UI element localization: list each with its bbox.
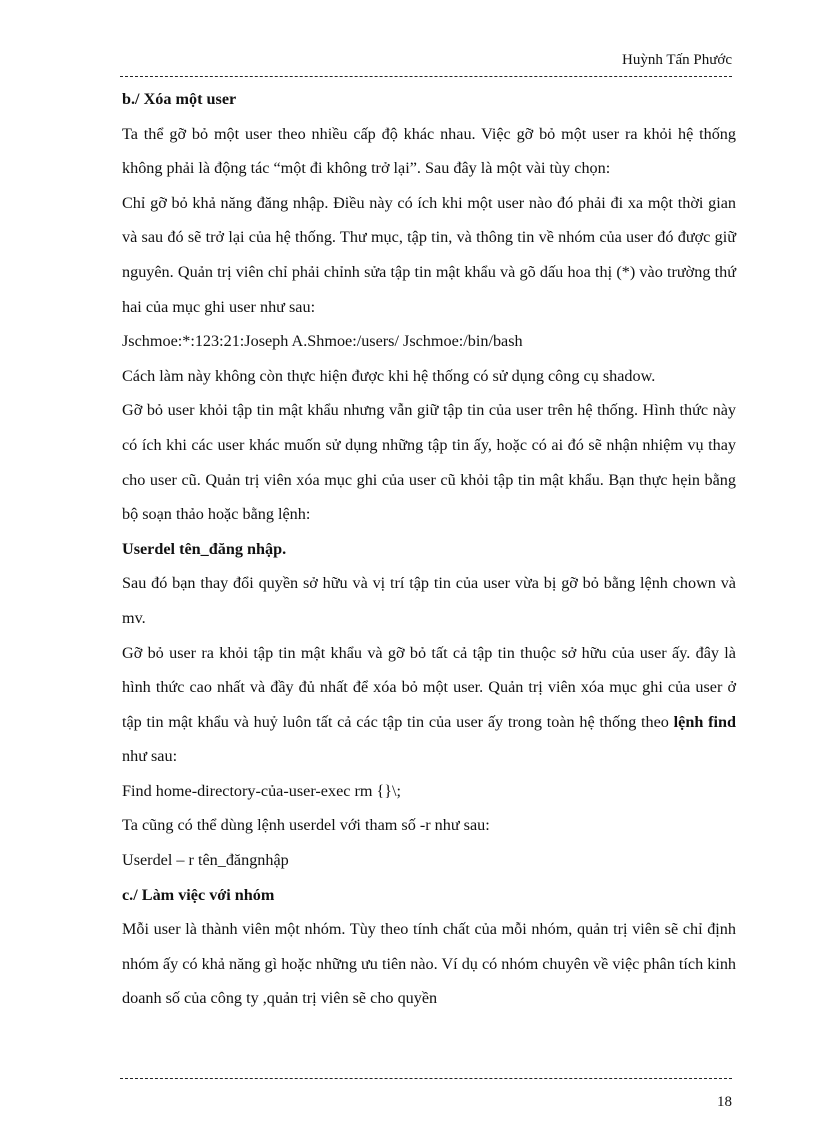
- page-number: 18: [717, 1094, 732, 1110]
- find-command-example: Find home-directory-của-user-exec rm {}\;: [122, 781, 402, 800]
- find-command-emphasis: lệnh find: [673, 712, 736, 731]
- passwd-entry-example: Jschmoe:*:123:21:Joseph A.Shmoe:/users/ Jschmoe:/bin/bash: [122, 332, 523, 351]
- paragraph-disable-login: Chỉ gỡ bỏ khả năng đăng nhập. Điều này có ích khi một user nào đó phải đi xa một thời gian và sau đó sẽ trở lại của hệ thống. Thư mục, tập tin, và thông tin về nhóm của user đó được giữ nguyên. Quản trị viên chỉ phải chỉnh sửa tập tin mật khẩu và gõ dấu hoa thị (*) vào trường thứ hai của mục ghi user như sau:: [122, 193, 736, 316]
- userdel-command: Userdel tên_đăng nhập.: [122, 539, 287, 558]
- paragraph-groups: Mỗi user là thành viên một nhóm. Tùy theo tính chất của mỗi nhóm, quản trị viên sẽ chỉ định nhóm ấy có khả năng gì hoặc những ưu tiên nào. Ví dụ có nhóm chuyên về việc phân tích kinh doanh số của công ty ,quản trị viên sẽ cho quyền: [122, 920, 736, 1008]
- text-span: Gỡ bỏ user ra khỏi tập tin mật khẩu và gỡ bỏ tất cả tập tin thuộc sở hữu của user ấy. đây là hình thức cao nhất và đầy đủ nhất để xóa bỏ một user. Quản trị viên xóa mục ghi của user ở tập tin mật khẩu và huỷ luôn tất cả các tập tin của user ấy trong toàn hệ thống theo: [122, 643, 736, 731]
- page-content: [122, 82, 736, 1016]
- footer-divider: [120, 1078, 732, 1079]
- header-author: Huỳnh Tấn Phước: [622, 52, 732, 68]
- paragraph-remove-all-files: [122, 636, 736, 774]
- paragraph-shadow-note: Cách làm này không còn thực hiện được khi hệ thống có sử dụng công cụ shadow.: [122, 366, 656, 385]
- paragraph-remove-from-passwd: Gỡ bỏ user khỏi tập tin mật khẩu nhưng vẫn giữ tập tin của user trên hệ thống. Hình thức này có ích khi các user khác muốn sử dụng những tập tin ấy, hoặc có ai đó sẽ nhận nhiệm vụ thay cho user cũ. Quản trị viên xóa mục ghi của user cũ khỏi tập tin mật khẩu. Bạn thực hẹin bằng bộ soạn thảo hoặc bằng lệnh:: [122, 401, 736, 524]
- text-span: như sau:: [122, 747, 178, 766]
- section-heading-delete-user: b./ Xóa một user: [122, 90, 237, 108]
- header-divider: [120, 76, 732, 77]
- paragraph-intro: Ta thể gỡ bỏ một user theo nhiều cấp độ khác nhau. Việc gỡ bỏ một user ra khỏi hệ thống không phải là động tác “một đi không trở lại”. Sau đây là một vài tùy chọn:: [122, 124, 736, 178]
- section-heading-groups: c./ Làm việc với nhóm: [122, 885, 275, 904]
- paragraph-userdel-r: Ta cũng có thể dùng lệnh userdel với tham số -r như sau:: [122, 816, 490, 835]
- paragraph-chown-mv: Sau đó bạn thay đổi quyền sở hữu và vị trí tập tin của user vừa bị gỡ bỏ bằng lệnh chown và mv.: [122, 574, 736, 627]
- userdel-r-command: Userdel – r tên_đăngnhập: [122, 851, 289, 870]
